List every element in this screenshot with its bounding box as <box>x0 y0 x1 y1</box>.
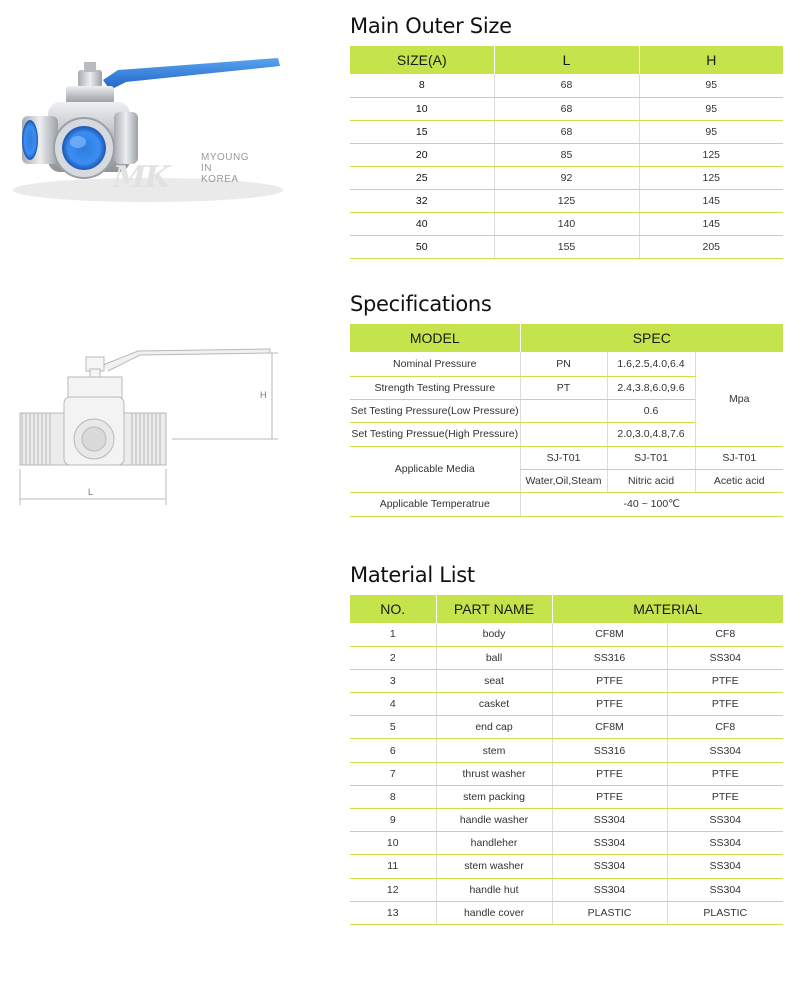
material-cell-1: SS304 <box>552 855 667 878</box>
size-cell: 40 <box>350 212 494 235</box>
specifications-table <box>350 324 783 517</box>
table-row <box>350 143 783 166</box>
part-name-cell: handle hut <box>436 878 552 901</box>
spec-row-temperature <box>350 492 783 516</box>
table-row <box>350 646 783 669</box>
dimension-l-label: L <box>88 487 94 497</box>
part-name-cell: handleher <box>436 832 552 855</box>
set-high-label: Set Testing Pressue(High Pressure) <box>350 422 520 446</box>
part-name-cell: handle washer <box>436 809 552 832</box>
set-low-label: Set Testing Pressure(Low Pressure) <box>350 399 520 422</box>
watermark-line-1: MYOUNG <box>201 152 249 163</box>
table-row <box>350 74 783 97</box>
part-name-cell: casket <box>436 693 552 716</box>
part-number-cell: 4 <box>350 693 436 716</box>
watermark-logo: MK <box>113 160 169 195</box>
size-cell: 15 <box>350 120 494 143</box>
length-cell: 68 <box>494 74 639 97</box>
size-cell: 50 <box>350 235 494 258</box>
specifications-title: Specifications <box>350 292 492 316</box>
material-cell-2: SS304 <box>667 809 783 832</box>
material-cell-1: SS304 <box>552 832 667 855</box>
part-name-cell: handle cover <box>436 901 552 924</box>
material-cell-2: SS304 <box>667 646 783 669</box>
length-cell: 68 <box>494 97 639 120</box>
set-high-code <box>520 422 607 446</box>
size-cell: 10 <box>350 97 494 120</box>
material-cell-2: CF8 <box>667 623 783 646</box>
part-number-cell: 3 <box>350 669 436 692</box>
material-cell-1: PTFE <box>552 693 667 716</box>
part-number-cell: 13 <box>350 901 436 924</box>
header-size: SIZE(A) <box>350 46 494 74</box>
part-name-cell: body <box>436 623 552 646</box>
header-h: H <box>639 46 783 74</box>
material-cell-1: CF8M <box>552 623 667 646</box>
part-name-cell: stem packing <box>436 785 552 808</box>
material-cell-2: PTFE <box>667 693 783 716</box>
length-cell: 140 <box>494 212 639 235</box>
size-cell: 25 <box>350 166 494 189</box>
material-cell-2: CF8 <box>667 716 783 739</box>
watermark-line-3: KOREA <box>201 174 239 185</box>
media-model-1: SJ-T01 <box>520 446 607 469</box>
material-cell-2: SS304 <box>667 739 783 762</box>
height-cell: 145 <box>639 212 783 235</box>
valve-photo <box>8 40 288 205</box>
set-low-code <box>520 399 607 422</box>
length-cell: 155 <box>494 235 639 258</box>
spec-row-media-models <box>350 446 783 469</box>
material-cell-1: SS304 <box>552 878 667 901</box>
height-cell: 125 <box>639 166 783 189</box>
part-number-cell: 7 <box>350 762 436 785</box>
material-cell-2: PTFE <box>667 785 783 808</box>
table-row <box>350 693 783 716</box>
part-number-cell: 8 <box>350 785 436 808</box>
part-name-cell: end cap <box>436 716 552 739</box>
table-row <box>350 716 783 739</box>
part-number-cell: 1 <box>350 623 436 646</box>
header-material: MATERIAL <box>552 595 783 623</box>
table-row <box>350 623 783 646</box>
length-cell: 85 <box>494 143 639 166</box>
part-number-cell: 11 <box>350 855 436 878</box>
watermark-line-2: IN <box>201 163 212 174</box>
material-cell-2: PLASTIC <box>667 901 783 924</box>
material-cell-2: PTFE <box>667 762 783 785</box>
outer-size-table <box>350 46 783 259</box>
size-cell: 20 <box>350 143 494 166</box>
table-row <box>350 878 783 901</box>
length-cell: 92 <box>494 166 639 189</box>
strength-pressure-label: Strength Testing Pressure <box>350 376 520 399</box>
temperature-label: Applicable Temperatrue <box>350 492 520 516</box>
header-l: L <box>494 46 639 74</box>
watermark-text <box>201 152 249 185</box>
size-cell: 32 <box>350 189 494 212</box>
part-number-cell: 9 <box>350 809 436 832</box>
table-row <box>350 97 783 120</box>
table-row <box>350 739 783 762</box>
handle-lever <box>103 58 280 90</box>
media-model-2: SJ-T01 <box>607 446 695 469</box>
set-high-value: 2.0,3.0,4.8,7.6 <box>607 422 695 446</box>
media-type-3: Acetic acid <box>695 469 783 492</box>
table-row <box>350 832 783 855</box>
part-number-cell: 2 <box>350 646 436 669</box>
header-spec: SPEC <box>520 324 783 352</box>
set-low-value: 0.6 <box>607 399 695 422</box>
table-row <box>350 762 783 785</box>
pressure-unit: Mpa <box>695 352 783 446</box>
material-cell-1: PTFE <box>552 669 667 692</box>
part-name-cell: seat <box>436 669 552 692</box>
material-cell-1: PLASTIC <box>552 901 667 924</box>
part-name-cell: stem washer <box>436 855 552 878</box>
header-no: NO. <box>350 595 436 623</box>
table-row <box>350 901 783 924</box>
material-cell-1: PTFE <box>552 785 667 808</box>
specifications-header-row <box>350 324 783 352</box>
height-cell: 95 <box>639 120 783 143</box>
nominal-pressure-value: 1.6,2.5,4.0,6.4 <box>607 352 695 376</box>
table-row <box>350 166 783 189</box>
length-cell: 68 <box>494 120 639 143</box>
size-cell: 8 <box>350 74 494 97</box>
header-model: MODEL <box>350 324 520 352</box>
material-cell-2: PTFE <box>667 669 783 692</box>
part-number-cell: 10 <box>350 832 436 855</box>
material-cell-1: SS316 <box>552 646 667 669</box>
nominal-pressure-label: Nominal Pressure <box>350 352 520 376</box>
strength-pressure-code: PT <box>520 376 607 399</box>
height-cell: 205 <box>639 235 783 258</box>
part-name-cell: ball <box>436 646 552 669</box>
media-type-1: Water,Oil,Steam <box>520 469 607 492</box>
table-row <box>350 212 783 235</box>
strength-pressure-value: 2.4,3.8,6.0,9.6 <box>607 376 695 399</box>
outer-size-header-row <box>350 46 783 74</box>
material-cell-2: SS304 <box>667 878 783 901</box>
table-row <box>350 189 783 212</box>
header-part-name: PART NAME <box>436 595 552 623</box>
media-model-3: SJ-T01 <box>695 446 783 469</box>
height-cell: 145 <box>639 189 783 212</box>
material-cell-1: SS316 <box>552 739 667 762</box>
table-row <box>350 855 783 878</box>
nominal-pressure-code: PN <box>520 352 607 376</box>
part-name-cell: stem <box>436 739 552 762</box>
table-row <box>350 809 783 832</box>
valve-drawing <box>8 335 298 515</box>
table-row <box>350 120 783 143</box>
table-row <box>350 235 783 258</box>
height-cell: 95 <box>639 97 783 120</box>
table-row <box>350 785 783 808</box>
outer-size-title: Main Outer Size <box>350 14 512 38</box>
media-type-2: Nitric acid <box>607 469 695 492</box>
material-cell-2: SS304 <box>667 832 783 855</box>
material-cell-1: PTFE <box>552 762 667 785</box>
height-cell: 125 <box>639 143 783 166</box>
spec-row-nominal <box>350 352 783 376</box>
material-list-table <box>350 595 783 925</box>
part-number-cell: 6 <box>350 739 436 762</box>
table-row <box>350 669 783 692</box>
material-list-title: Material List <box>350 563 475 587</box>
applicable-media-label: Applicable Media <box>350 446 520 492</box>
part-number-cell: 5 <box>350 716 436 739</box>
dimension-h-label: H <box>260 390 267 400</box>
material-cell-2: SS304 <box>667 855 783 878</box>
part-name-cell: thrust washer <box>436 762 552 785</box>
height-cell: 95 <box>639 74 783 97</box>
length-cell: 125 <box>494 189 639 212</box>
temperature-value: -40 ~ 100℃ <box>520 492 783 516</box>
material-cell-1: CF8M <box>552 716 667 739</box>
part-number-cell: 12 <box>350 878 436 901</box>
material-cell-1: SS304 <box>552 809 667 832</box>
material-header-row <box>350 595 783 623</box>
